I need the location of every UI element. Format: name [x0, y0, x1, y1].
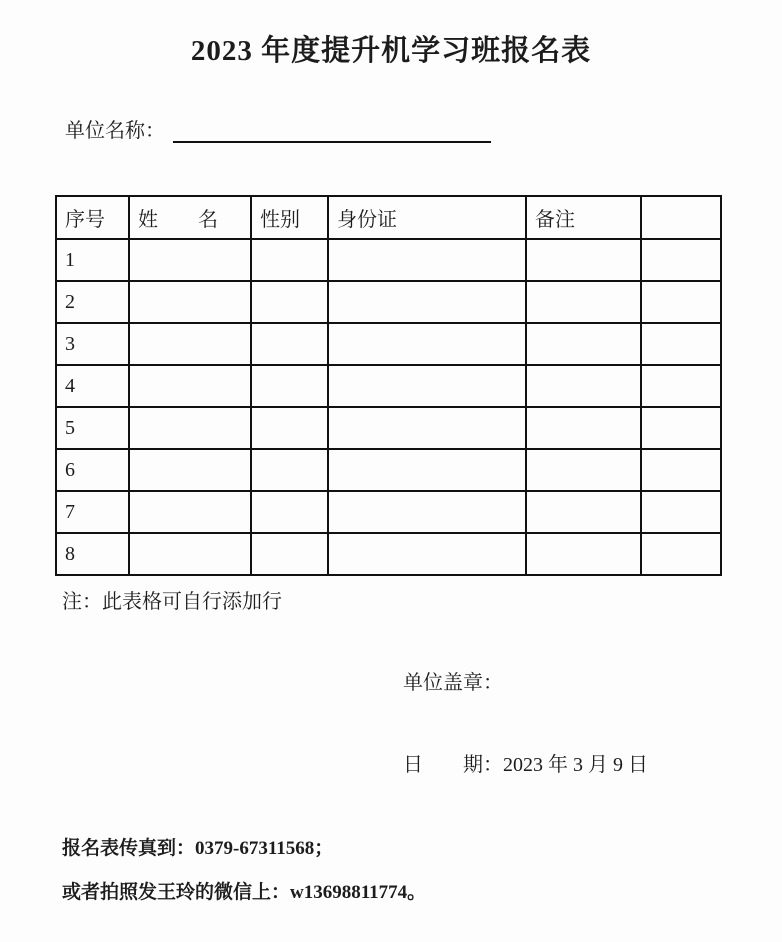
- gender-cell: [251, 533, 328, 575]
- seq-cell: 2: [56, 281, 129, 323]
- table-row: [56, 239, 721, 281]
- gender-cell: [251, 323, 328, 365]
- gender-cell: [251, 239, 328, 281]
- col-header-id-card: 身份证: [328, 196, 526, 239]
- table-row: [56, 449, 721, 491]
- col-header-gender: 性别: [251, 196, 328, 239]
- gender-cell: [251, 365, 328, 407]
- unit-name-line: [65, 114, 491, 143]
- name-cell: [129, 407, 251, 449]
- remark-cell: [526, 365, 641, 407]
- name-cell: [129, 281, 251, 323]
- seq-cell: 7: [56, 491, 129, 533]
- extra-cell: [641, 491, 721, 533]
- remark-cell: [526, 491, 641, 533]
- extra-cell: [641, 365, 721, 407]
- seq-cell: 6: [56, 449, 129, 491]
- remark-cell: [526, 533, 641, 575]
- id-card-cell: [328, 323, 526, 365]
- col-header-seq: 序号: [56, 196, 129, 239]
- table-row: [56, 365, 721, 407]
- extra-cell: [641, 239, 721, 281]
- col-header-remark: 备注: [526, 196, 641, 239]
- gender-cell: [251, 449, 328, 491]
- signup-table: [55, 195, 722, 576]
- extra-cell: [641, 323, 721, 365]
- id-card-cell: [328, 533, 526, 575]
- id-card-cell: [328, 449, 526, 491]
- seq-cell: 4: [56, 365, 129, 407]
- seq-cell: 8: [56, 533, 129, 575]
- id-card-cell: [328, 407, 526, 449]
- id-card-cell: [328, 239, 526, 281]
- gender-cell: [251, 281, 328, 323]
- col-header-extra: [641, 196, 721, 239]
- name-cell: [129, 449, 251, 491]
- name-cell: [129, 323, 251, 365]
- id-card-cell: [328, 491, 526, 533]
- gender-cell: [251, 491, 328, 533]
- table-row: [56, 323, 721, 365]
- date-line: 日 期：2023 年 3 月 9 日: [403, 754, 648, 776]
- unit-stamp-label: 单位盖章：: [403, 672, 503, 694]
- table-row: [56, 533, 721, 575]
- add-rows-note: 注：此表格可自行添加行: [62, 591, 282, 613]
- id-card-cell: [328, 281, 526, 323]
- seq-cell: 3: [56, 323, 129, 365]
- remark-cell: [526, 239, 641, 281]
- seq-cell: 5: [56, 407, 129, 449]
- name-cell: [129, 365, 251, 407]
- col-header-name: 姓 名: [129, 196, 251, 239]
- extra-cell: [641, 533, 721, 575]
- remark-cell: [526, 323, 641, 365]
- extra-cell: [641, 281, 721, 323]
- fax-instruction-line: 报名表传真到：0379-67311568；: [62, 838, 334, 859]
- name-cell: [129, 491, 251, 533]
- extra-cell: [641, 407, 721, 449]
- remark-cell: [526, 449, 641, 491]
- name-cell: [129, 239, 251, 281]
- remark-cell: [526, 407, 641, 449]
- table-row: [56, 407, 721, 449]
- name-cell: [129, 533, 251, 575]
- table-row: [56, 491, 721, 533]
- gender-cell: [251, 407, 328, 449]
- table-header-row: [56, 196, 721, 239]
- table-row: [56, 281, 721, 323]
- wechat-instruction-line: 或者拍照发王玲的微信上：w13698811774。: [62, 882, 427, 903]
- seq-cell: 1: [56, 239, 129, 281]
- id-card-cell: [328, 365, 526, 407]
- unit-name-label: 单位名称：: [65, 120, 165, 142]
- unit-name-blank-underline: [173, 121, 491, 143]
- page-title: 2023 年度提升机学习班报名表: [190, 35, 592, 67]
- remark-cell: [526, 281, 641, 323]
- extra-cell: [641, 449, 721, 491]
